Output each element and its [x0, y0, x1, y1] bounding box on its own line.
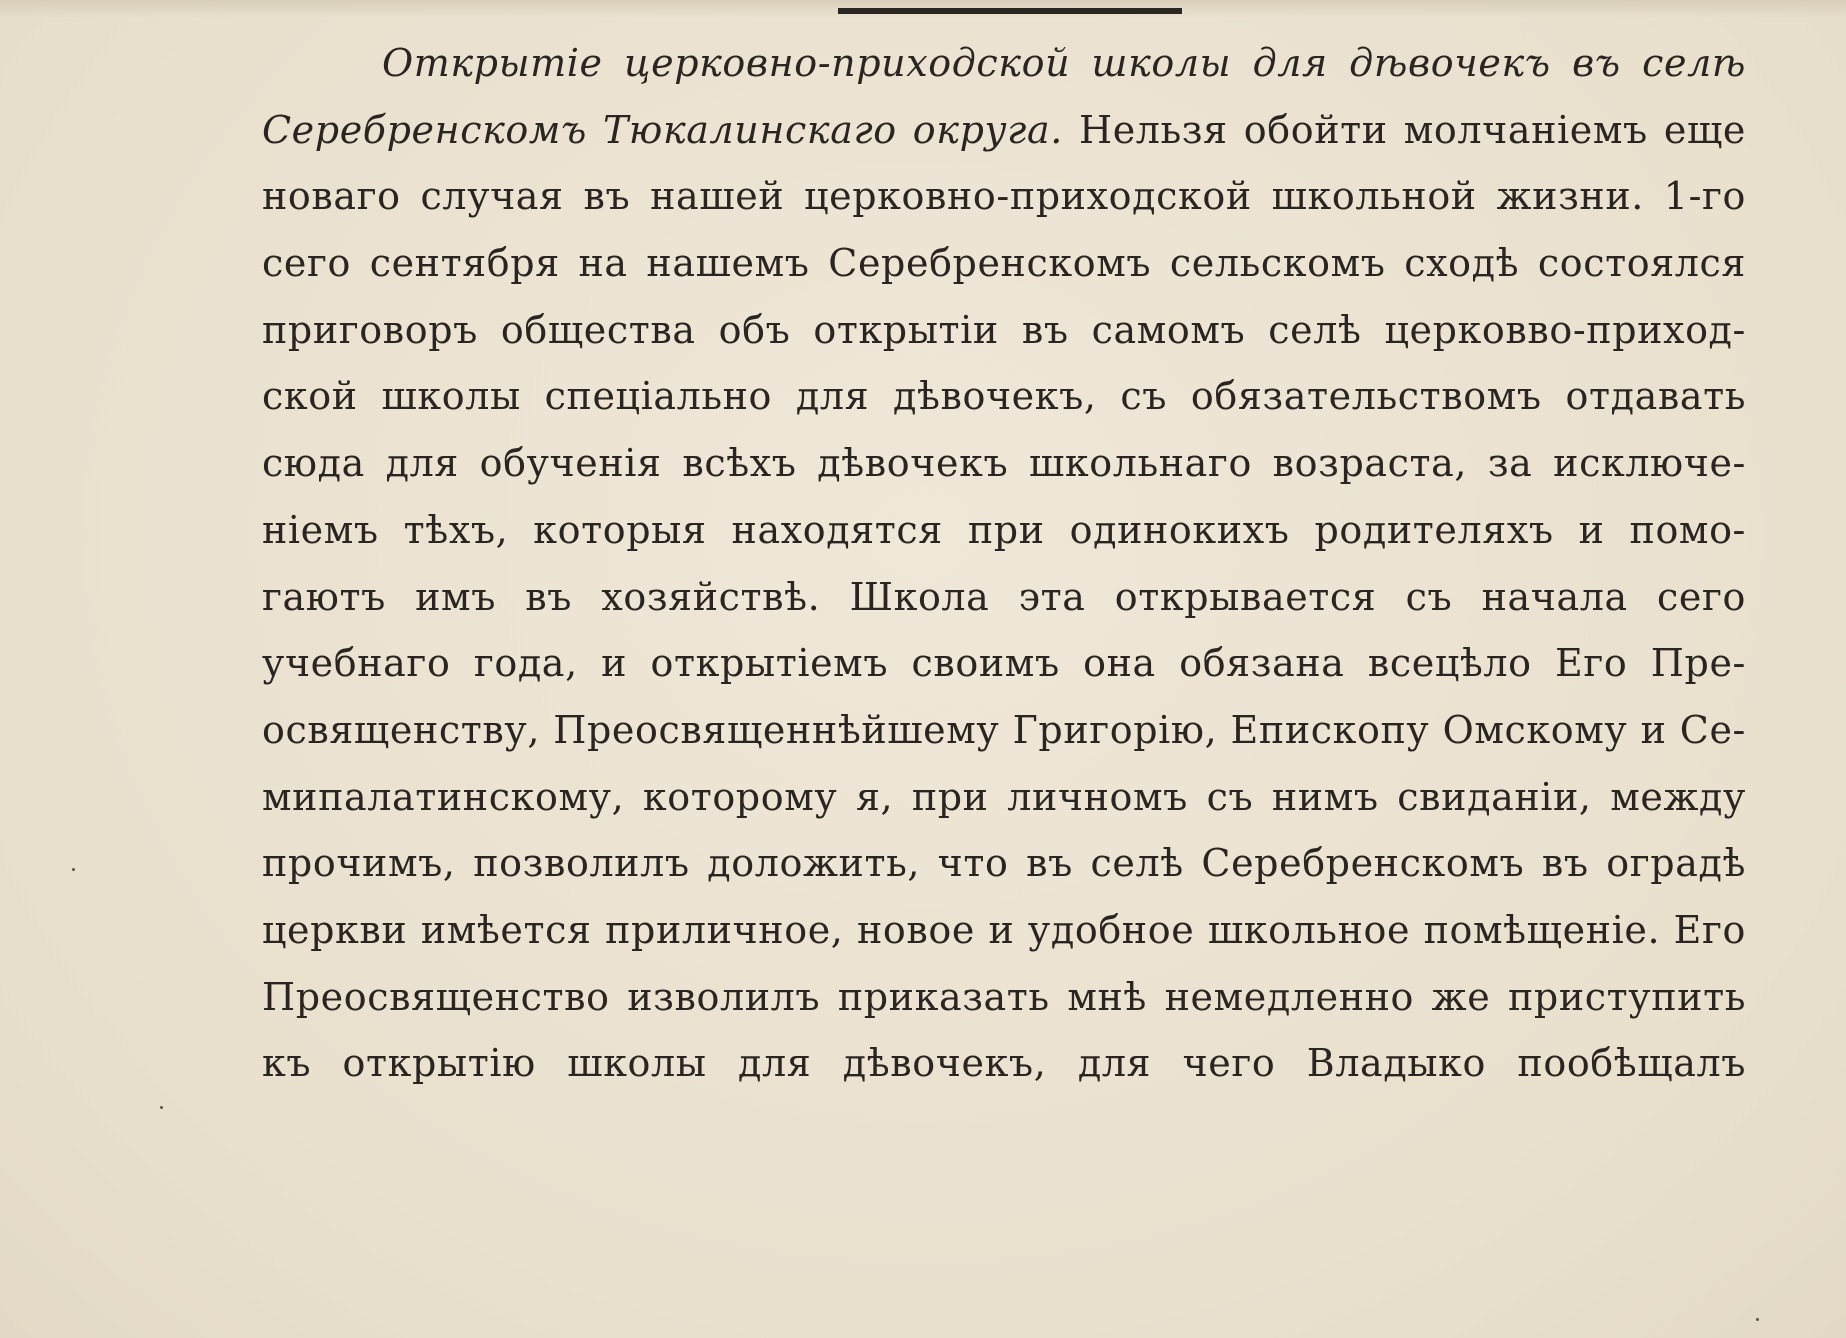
article-paragraph: [262, 30, 1746, 1097]
text-line-2-body: Нельзя обойти молчаніемъ еще: [1078, 107, 1746, 152]
text-line-2: [262, 97, 1746, 164]
text-line-5: приговоръ общества объ открытіи въ самомъ селѣ церковво-приход-: [262, 307, 1746, 352]
text-line-14: церкви имѣется приличное, новое и удобное школьное помѣщеніе. Его: [262, 907, 1746, 952]
paper-speck: [160, 1106, 163, 1109]
text-line-15: Преосвященство изволилъ приказать мнѣ немедленно же приступить: [262, 974, 1746, 1019]
text-line-13: прочимъ, позволилъ доложить, что въ селѣ Серебренскомъ въ оградѣ: [262, 841, 1746, 886]
text-line-4: сего сентября на нашемъ Серебренскомъ сельскомъ сходѣ состоялся: [262, 241, 1746, 286]
section-heading-part-2: Серебренскомъ Тюкалинскаго округа.: [262, 107, 1063, 152]
text-line-7: сюда для обученія всѣхъ дѣвочекъ школьнаго возраста, за исключе-: [262, 441, 1746, 486]
text-line-3: новаго случая въ нашей церковно-приходской школьной жизни. 1-го: [262, 174, 1746, 219]
text-line-16: къ открытію школы для дѣвочекъ, для чего Владыко пообѣщалъ: [262, 1041, 1746, 1086]
text-line-10: учебнаго года, и открытіемъ своимъ она обязана всецѣло Его Пре-: [262, 641, 1746, 686]
text-line-9: гаютъ имъ въ хозяйствѣ. Школа эта открывается съ начала сего: [262, 574, 1746, 619]
text-line-6: ской школы спеціально для дѣвочекъ, съ обязательствомъ отдавать: [262, 374, 1746, 419]
paper-speck: [1756, 1318, 1759, 1321]
section-heading-part-1: Открытіе церковно-приходской школы для дѣвочекъ въ селѣ: [382, 41, 1746, 85]
text-line-12: мипалатинскому, которому я, при личномъ съ нимъ свиданіи, между: [262, 774, 1746, 819]
section-divider-rule: [838, 8, 1182, 14]
text-line-11: освященству, Преосвященнѣйшему Григорію, Епископу Омскому и Се-: [262, 707, 1746, 752]
paper-speck: [72, 868, 75, 871]
text-line-1: [262, 30, 1746, 97]
text-line-8: ніемъ тѣхъ, которыя находятся при одинокихъ родителяхъ и помо-: [262, 507, 1746, 552]
